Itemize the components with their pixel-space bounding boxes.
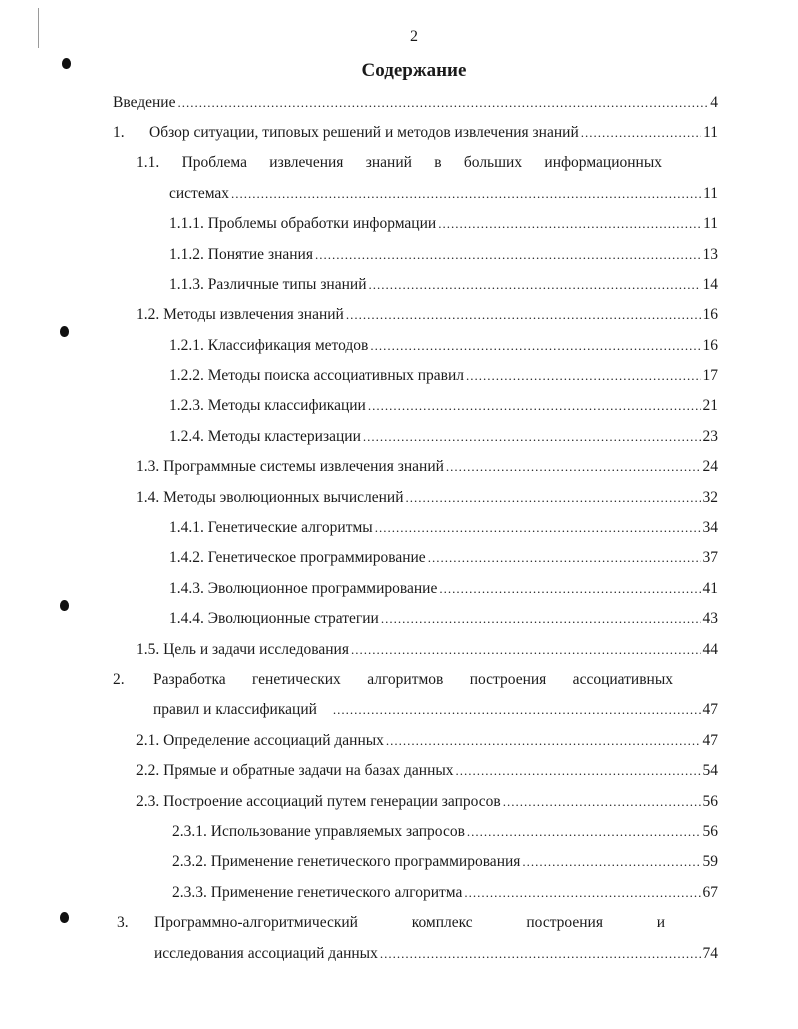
toc-entry-subsection-1-1-2[interactable] [169, 245, 718, 265]
toc-entry-page: 56 [702, 793, 718, 810]
dot-leader [464, 883, 700, 903]
toc-entry-section-1-4[interactable] [136, 488, 718, 508]
toc-entry-subsection-1-4-2[interactable] [169, 548, 718, 568]
dot-leader [315, 245, 701, 265]
toc-entry-subsection-1-2-2[interactable] [169, 366, 718, 386]
toc-entry-subsection-1-1-1[interactable] [169, 214, 718, 234]
toc-entry-label: 1.4. Методы эволюционных вычислений [136, 489, 404, 506]
dot-leader [231, 184, 701, 204]
toc-entry-subsection-1-2-1[interactable] [169, 336, 718, 356]
toc-entry-label: Программно-алгоритмический комплекс построения и [154, 914, 665, 931]
dot-leader [456, 761, 701, 781]
toc-entry-page: 59 [702, 853, 718, 870]
toc-entry-page: 47 [702, 701, 718, 718]
toc-entry-label: 1.4.2. Генетическое программирование [169, 549, 426, 566]
toc-entry-label: 1.4.1. Генетические алгоритмы [169, 519, 373, 536]
toc-entry-label: исследования ассоциаций данных [154, 945, 378, 962]
toc-entry-label: 2.3.1. Использование управляемых запросов [172, 823, 465, 840]
toc-entry-label: 1.1.3. Различные типы знаний [169, 276, 367, 293]
toc-entry-subsection-2-3-2[interactable] [172, 852, 718, 872]
toc-entry-label: 1.2.3. Методы классификации [169, 397, 366, 414]
toc-entry-section-1-5[interactable] [136, 640, 718, 660]
toc-entry-section-1-1[interactable] [169, 184, 718, 204]
dot-leader [406, 488, 701, 508]
dot-leader [370, 336, 700, 356]
toc-entry-page: 16 [702, 306, 718, 323]
toc-entry-page: 11 [703, 215, 718, 232]
toc-entry-section-1-1-line1[interactable]: 1.1. Проблема извлечения знаний в больших информационных [136, 154, 662, 171]
toc-entry-label: 2.3.3. Применение генетического алгоритма [172, 884, 463, 901]
dot-leader [439, 579, 700, 599]
toc-entry-page: 11 [703, 124, 718, 141]
toc-entry-chapter-3-line1[interactable] [117, 913, 665, 933]
toc-entry-label: 1.2.2. Методы поиска ассоциативных правил [169, 367, 464, 384]
toc-entry-label: 1.2.4. Методы кластеризации [169, 428, 361, 445]
toc-entry-page: 13 [702, 246, 718, 263]
toc-entry-label: 1.2.1. Классификация методов [169, 337, 369, 354]
toc-entry-page: 17 [702, 367, 718, 384]
dot-leader [466, 366, 701, 386]
toc-entry-number: 1. [113, 124, 125, 141]
dot-leader [467, 822, 701, 842]
toc-entry-chapter-2-line1[interactable] [113, 670, 673, 690]
dot-leader [375, 518, 701, 538]
toc-entry-page: 56 [702, 823, 718, 840]
toc-entry-page: 47 [702, 732, 718, 749]
toc-entry-label: 2.3.2. Применение генетического программирования [172, 853, 521, 870]
dot-leader [368, 396, 701, 416]
toc-entry-label: 1.2. Методы извлечения знаний [136, 306, 344, 323]
toc-entry-label: правил и классификаций [153, 701, 317, 718]
toc-entry-label: Обзор ситуации, типовых решений и методов извлечения знаний [149, 124, 579, 141]
page-number: 2 [410, 28, 418, 45]
toc-entry-chapter-2[interactable] [153, 700, 718, 720]
toc-entry-page: 16 [702, 337, 718, 354]
toc-entry-subsection-1-4-4[interactable] [169, 609, 718, 629]
toc-entry-label: 1.4.4. Эволюционные стратегии [169, 610, 379, 627]
toc-entry-section-1-3[interactable] [136, 457, 718, 477]
toc-entry-label: 2.2. Прямые и обратные задачи на базах данных [136, 762, 454, 779]
toc-entry-chapter-3[interactable] [154, 944, 718, 964]
toc-entry-label: 1.1.2. Понятие знания [169, 246, 313, 263]
dot-leader [503, 792, 701, 812]
toc-entry-chapter-1[interactable] [113, 123, 718, 143]
toc-entry-page: 11 [703, 185, 718, 202]
toc-entry-subsection-1-4-3[interactable] [169, 579, 718, 599]
toc-entry-label: 1.1.1. Проблемы обработки информации [169, 215, 437, 232]
toc-entry-page: 74 [702, 945, 718, 962]
toc-entry-section-2-3[interactable] [136, 792, 718, 812]
toc-entry-page: 24 [702, 458, 718, 475]
toc-entry-page: 23 [702, 428, 718, 445]
dot-leader [351, 640, 701, 660]
toc-entry-number: 3. [117, 914, 129, 931]
toc-entry-page: 43 [702, 610, 718, 627]
toc-entry-subsection-1-2-4[interactable] [169, 427, 718, 447]
dot-leader [380, 944, 701, 964]
toc-entry-label: Разработка генетических алгоритмов построения ассоциативных [153, 671, 673, 688]
toc-entry-page: 37 [702, 549, 718, 566]
toc-entry-page: 32 [702, 489, 718, 506]
toc-entry-label: Введение [113, 94, 176, 111]
page-title: Содержание [361, 60, 467, 81]
toc-entry-introduction[interactable] [113, 93, 718, 113]
dot-leader [446, 457, 701, 477]
toc-entry-page: 54 [702, 762, 718, 779]
toc-entry-page: 34 [702, 519, 718, 536]
toc-entry-section-1-2[interactable] [136, 305, 718, 325]
toc-entry-label: 2.3. Построение ассоциаций путем генерации запросов [136, 793, 501, 810]
dot-leader [438, 214, 701, 234]
dot-leader [177, 93, 708, 113]
toc-entry-label: 1.5. Цель и задачи исследования [136, 641, 349, 658]
toc-entry-label: 1.3. Программные системы извлечения знаний [136, 458, 444, 475]
toc-entry-page: 14 [702, 276, 718, 293]
toc-entry-page: 44 [702, 641, 718, 658]
toc-entry-label: 1.4.3. Эволюционное программирование [169, 580, 438, 597]
dot-leader [363, 427, 701, 447]
toc-entry-number: 2. [113, 671, 125, 688]
toc-entry-subsection-1-2-3[interactable] [169, 396, 718, 416]
dot-leader [333, 700, 701, 720]
dot-leader [386, 731, 701, 751]
toc-entry-page: 41 [702, 580, 718, 597]
toc-entry-subsection-1-4-1[interactable] [169, 518, 718, 538]
toc-entry-subsection-2-3-3[interactable] [172, 883, 718, 903]
dot-leader [581, 123, 701, 143]
dot-leader [522, 852, 700, 872]
toc-entry-section-2-2[interactable] [136, 761, 718, 781]
toc-entry-page: 21 [702, 397, 718, 414]
toc-entry-label: системах [169, 185, 230, 202]
dot-leader [428, 548, 701, 568]
toc-entry-page: 4 [710, 94, 718, 111]
toc-entry-page: 67 [702, 884, 718, 901]
toc-entry-subsection-2-3-1[interactable] [172, 822, 718, 842]
toc-entry-label: 2.1. Определение ассоциаций данных [136, 732, 384, 749]
dot-leader [381, 609, 701, 629]
dot-leader [346, 305, 701, 325]
dot-leader [369, 275, 701, 295]
toc-entry-section-2-1[interactable] [136, 731, 718, 751]
toc-entry-subsection-1-1-3[interactable] [169, 275, 718, 295]
